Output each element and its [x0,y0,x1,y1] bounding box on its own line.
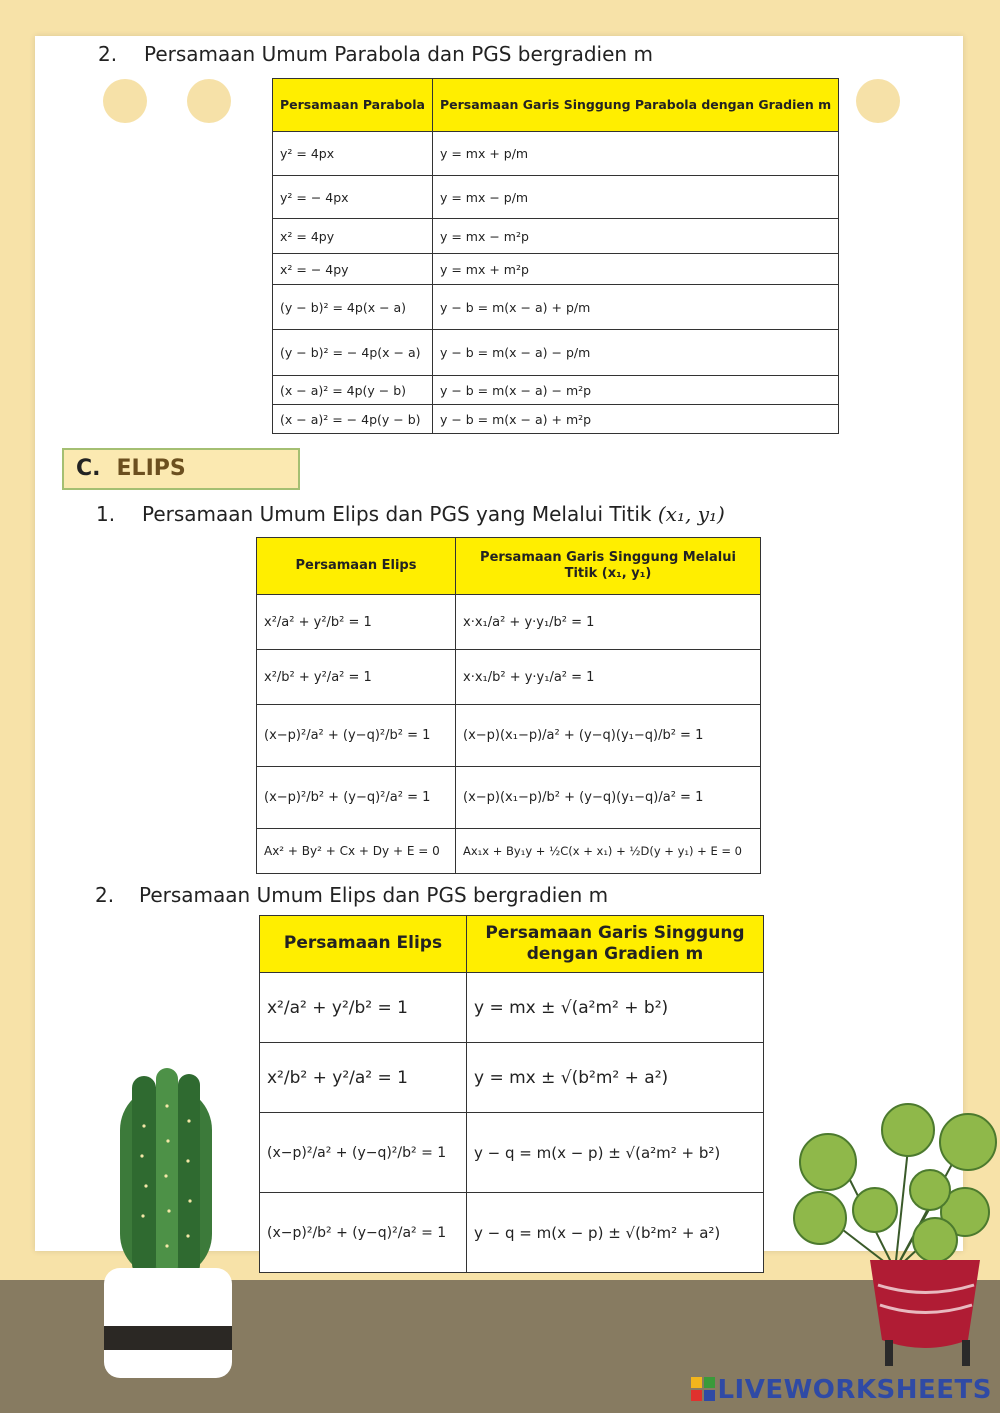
decorative-dot [187,79,231,123]
cactus-pot [104,1268,232,1378]
table-cell: Ax² + By² + Cx + Dy + E = 0 [257,829,456,874]
table-cell: y = mx ± √(b²m² + a²) [467,1043,764,1113]
table-cell: (x−p)(x₁−p)/b² + (y−q)(y₁−q)/a² = 1 [456,767,761,829]
table-cell: y² = − 4px [273,176,433,219]
table-cell: y² = 4px [273,132,433,176]
table-cell: (x−p)²/a² + (y−q)²/b² = 1 [260,1113,467,1193]
table-header: Persamaan Elips [257,538,456,595]
potted-plant-illustration [790,1100,1000,1370]
cactus-pot-band [104,1326,232,1350]
decorative-dot [856,79,900,123]
ellipse-gradient-tangent-table [259,915,764,1273]
table-cell: x²/b² + y²/a² = 1 [257,650,456,705]
table-cell: x·x₁/b² + y·y₁/a² = 1 [456,650,761,705]
table-cell: y − b = m(x − a) − m²p [432,376,838,405]
liveworksheets-logo: LIVEWORKSHEETS [691,1375,992,1405]
table-cell: y − q = m(x − p) ± √(b²m² + a²) [467,1193,764,1273]
section-c-title: C. ELIPS [62,448,300,490]
table-cell: y − q = m(x − p) ± √(a²m² + b²) [467,1113,764,1193]
table-header: Persamaan Parabola [273,79,433,132]
table-cell: x·x₁/a² + y·y₁/b² = 1 [456,595,761,650]
table-cell: y = mx − p/m [432,176,838,219]
table-cell: (y − b)² = 4p(x − a) [273,285,433,330]
table-cell: x²/b² + y²/a² = 1 [260,1043,467,1113]
parabola-gradient-heading: 2. Persamaan Umum Parabola dan PGS bergradien m [98,42,653,66]
decorative-dot [103,79,147,123]
table-cell: y = mx ± √(a²m² + b²) [467,973,764,1043]
table-cell: (y − b)² = − 4p(x − a) [273,330,433,376]
table-cell: x²/a² + y²/b² = 1 [257,595,456,650]
ellipse-point-tangent-table [256,537,761,874]
table-cell: (x − a)² = 4p(y − b) [273,376,433,405]
table-cell: (x−p)²/b² + (y−q)²/a² = 1 [260,1193,467,1273]
table-cell: (x−p)²/b² + (y−q)²/a² = 1 [257,767,456,829]
ellipse-point-heading: 1. Persamaan Umum Elips dan PGS yang Melalui Titik (x₁, y₁) [96,502,725,526]
table-cell: (x−p)(x₁−p)/a² + (y−q)(y₁−q)/b² = 1 [456,705,761,767]
table-header: Persamaan Garis Singgung Melalui Titik (x₁, y₁) [456,538,761,595]
table-cell: x²/a² + y²/b² = 1 [260,973,467,1043]
table-header: Persamaan Elips [260,916,467,973]
table-cell: y = mx − m²p [432,219,838,254]
table-cell: (x−p)²/a² + (y−q)²/b² = 1 [257,705,456,767]
parabola-tangent-table [272,78,839,434]
table-cell: Ax₁x + By₁y + ½C(x + x₁) + ½D(y + y₁) + E = 0 [456,829,761,874]
table-cell: y − b = m(x − a) − p/m [432,330,838,376]
table-cell: y = mx + p/m [432,132,838,176]
table-header: Persamaan Garis Singgung dengan Gradien m [467,916,764,973]
liveworksheets-logo-icon [691,1377,715,1401]
table-cell: y = mx + m²p [432,254,838,285]
table-cell: x² = 4py [273,219,433,254]
table-cell: y − b = m(x − a) + m²p [432,405,838,434]
table-cell: y − b = m(x − a) + p/m [432,285,838,330]
table-cell: x² = − 4py [273,254,433,285]
table-header: Persamaan Garis Singgung Parabola dengan Gradien m [432,79,838,132]
table-cell: (x − a)² = − 4p(y − b) [273,405,433,434]
cactus-illustration [118,1066,214,1278]
ellipse-gradient-heading: 2. Persamaan Umum Elips dan PGS bergradien m [95,883,609,907]
